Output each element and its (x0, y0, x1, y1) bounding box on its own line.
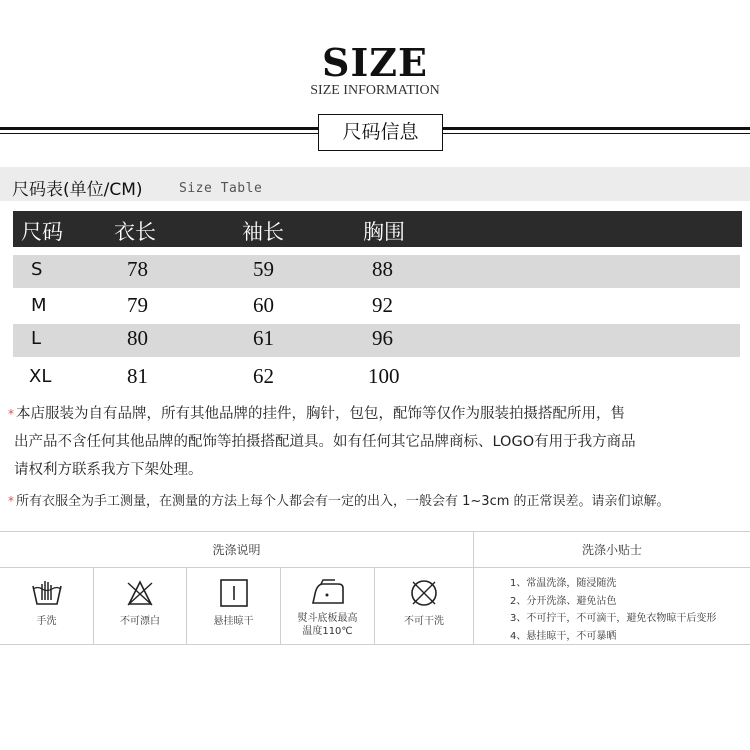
cell-length: 78 (127, 257, 148, 281)
care-title: 洗涤说明 (0, 532, 473, 568)
care-item-iron (281, 568, 375, 645)
hang-dry-icon (217, 576, 251, 610)
disclaimer-note (8, 400, 738, 484)
section-label: 尺码信息 (318, 114, 443, 151)
care-item-hand-wash (0, 568, 94, 645)
star-icon: * (8, 494, 14, 508)
cell-size: L (31, 328, 42, 349)
care-label: 悬挂晾干 (213, 616, 254, 627)
cell-length: 79 (127, 293, 148, 317)
cell-sleeve: 60 (253, 293, 274, 317)
cell-chest: 100 (368, 364, 400, 388)
hand-wash-icon (30, 576, 64, 610)
care-label: 不可干洗 (404, 616, 444, 627)
size-table-title-en: Size Table (179, 181, 263, 196)
column-header-chest: 胸围 (363, 220, 405, 244)
iron-icon (309, 576, 347, 610)
tips-title: 洗涤小贴士 (473, 532, 750, 568)
table-row (13, 362, 740, 395)
star-icon: * (8, 407, 14, 421)
care-label-line: 温度110℃ (302, 626, 353, 637)
table-row (13, 291, 740, 324)
care-item-no-dry-clean (375, 568, 473, 645)
cell-chest: 92 (372, 293, 393, 317)
care-item-hang-dry (187, 568, 281, 645)
note-line: 本店服装为自有品牌，所有其他品牌的挂件，胸针，包包，配饰等仅作为服装拍摄搭配所用，售 (16, 406, 625, 422)
column-header-length: 衣长 (114, 220, 156, 244)
cell-chest: 88 (372, 257, 393, 281)
tip-item: 4、悬挂晾干，不可暴晒 (510, 630, 617, 642)
column-header-size: 尺码 (21, 220, 63, 244)
tip-item: 3、不可拧干，不可滴干，避免衣物晾干后变形 (510, 613, 717, 624)
page-title: SIZE (322, 40, 428, 85)
column-header-sleeve: 袖长 (242, 220, 284, 244)
cell-sleeve: 61 (253, 326, 274, 350)
tip-item: 2、分开洗涤、避免沾色 (510, 595, 617, 607)
cell-sleeve: 62 (253, 364, 274, 388)
care-label (281, 612, 374, 638)
tip-item: 1、常温洗涤，随浸随洗 (510, 578, 617, 589)
care-label: 手洗 (36, 616, 57, 627)
care-tips (473, 568, 750, 645)
cell-size: XL (29, 366, 52, 387)
cell-length: 80 (127, 326, 148, 350)
cell-size: S (31, 259, 43, 280)
no-dry-clean-icon (407, 576, 441, 610)
cell-length: 81 (127, 364, 148, 388)
size-table-columns (13, 211, 742, 247)
table-row (13, 324, 740, 357)
measurement-note (8, 487, 738, 516)
page-subtitle: SIZE INFORMATION (310, 83, 440, 98)
cell-size: M (31, 295, 47, 316)
table-row (13, 255, 740, 288)
size-table-title: 尺码表(单位/CM) (12, 180, 143, 200)
care-section (0, 531, 750, 645)
no-bleach-icon (123, 576, 157, 610)
note-line: 请权利方联系我方下架处理。 (14, 462, 203, 478)
care-label-line: 熨斗底板最高 (297, 613, 358, 624)
cell-chest: 96 (372, 326, 393, 350)
note-line: 出产品不含任何其他品牌的配饰等拍摄搭配道具。如有任何其它品牌商标、LOGO有用于我方商品 (14, 434, 636, 450)
cell-sleeve: 59 (253, 257, 274, 281)
care-item-no-bleach (94, 568, 187, 645)
note-line: 所有衣服全为手工测量，在测量的方法上每个人都会有一定的出入，一般会有 1~3cm 的正常误差。请亲们谅解。 (16, 494, 670, 509)
care-label: 不可漂白 (120, 616, 160, 627)
size-table-heading (0, 167, 750, 201)
